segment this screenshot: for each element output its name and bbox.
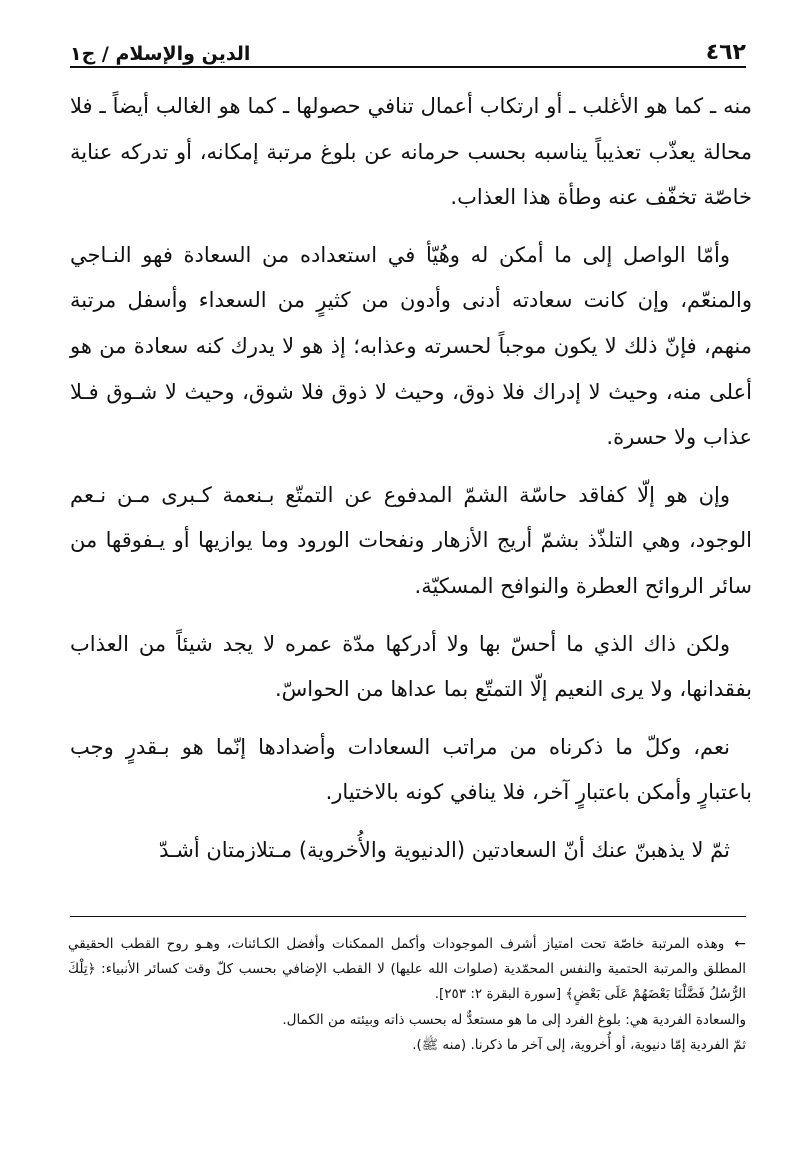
- footnote-line-3: ثمّ الفردية إمّا دنيوية، أو أُخروية، إلى آخر ما ذكرنا. (منه ﷺ).: [412, 1036, 746, 1053]
- paragraph-2: وأمّا الواصل إلى ما أمكن له وهُيّأ في استعداده من السعادة فهو النـاجي والمنعّم، وإن كانت سعادته أدنى وأدون من كثيرٍ من السعداء وأسفل مرتبة منهم، فإنّ ذلك لا يكون موجباً لحسرته وعذابه؛ إذ هو لا يدرك كنه سعادة من هو أعلى منه، وحيث لا إدراك فلا ذوق، وحيث لا ذوق فلا شوق، وحيث لا شـوق فـلا عذاب ولا حسرة.: [70, 242, 752, 450]
- footnotes: [68, 932, 746, 1058]
- page-number: ٤٦٢: [705, 40, 746, 65]
- running-title: الدين والإسلام / ج١: [70, 43, 251, 65]
- page-header: [70, 28, 746, 64]
- footnote-line-1: [68, 932, 746, 1008]
- paragraph-4: ولكن ذاك الذي ما أحسّ بها ولا أدركها مدّة عمره لا يجد شيئاً من العذاب بفقدانها، ولا يرى النعيم إلّا التمتّع بما عداها من الحواسّ.: [70, 631, 752, 702]
- paragraph-3: وإن هو إلّا كفاقد حاسّة الشمّ المدفوع عن التمتّع بـنعمة كـبرى مـن نـعم الوجود، وهي التلذّذ بشمّ أريج الأزهار ونفحات الورود وما يوازيها أو يـفوقها من سائر الروائح العطرة والنوافح المسكيّة.: [70, 482, 752, 598]
- header-divider: [70, 66, 746, 68]
- paragraph-6: ثمّ لا يذهبنّ عنك أنّ السعادتين (الدنيوية والأُخروية) مـتلازمتان أشـدّ: [159, 837, 730, 862]
- footnote-divider: [70, 916, 746, 917]
- paragraph-1: منه ـ كما هو الأغلب ـ أو ارتكاب أعمال تنافي حصولها ـ كما هو الغالب أيضاً ـ فلا محالة يعذّب تعذيباً يناسبه بحسب حرمانه عن بلوغ مرتبة إمكانه، أو تدركه عناية خاصّة تخفّف عنه وطأة هذا العذاب.: [70, 94, 752, 210]
- footnote-line-2: والسعادة الفردية هي: بلوغ الفرد إلى ما هو مستعدٌّ له بحسب ذاته وبيئته من الكمال.: [282, 1011, 746, 1028]
- paragraph-5: نعم، وكلّ ما ذكرناه من مراتب السعادات وأضدادها إنّما هو بـقدرٍ وجب باعتبارٍ وأمكن باعتبارٍ آخر، فلا ينافي كونه بالاختيار.: [70, 734, 752, 805]
- footnote-text-1: وهذه المرتبة خاصّة تحت امتياز أشرف الموجودات وأكمل الممكنات وأفضل الكـائنات، وهـو روح القطب الحقيقي المطلق والمرتبة الحتمية والنفس المحمّدية (صلوات الله عليها) لا القطب الإضافي بحسب كلّ وقت كسائر الأنبياء: ﴿تِلْكَ الرُّسُلُ فَضَّلْنَا بَعْضَهُمْ عَلَى بَعْضٍ﴾ [سورة البقرة ٢: ٢٥٣].: [68, 936, 746, 1003]
- main-text: [70, 84, 752, 886]
- continuation-arrow-icon: ←: [734, 936, 746, 952]
